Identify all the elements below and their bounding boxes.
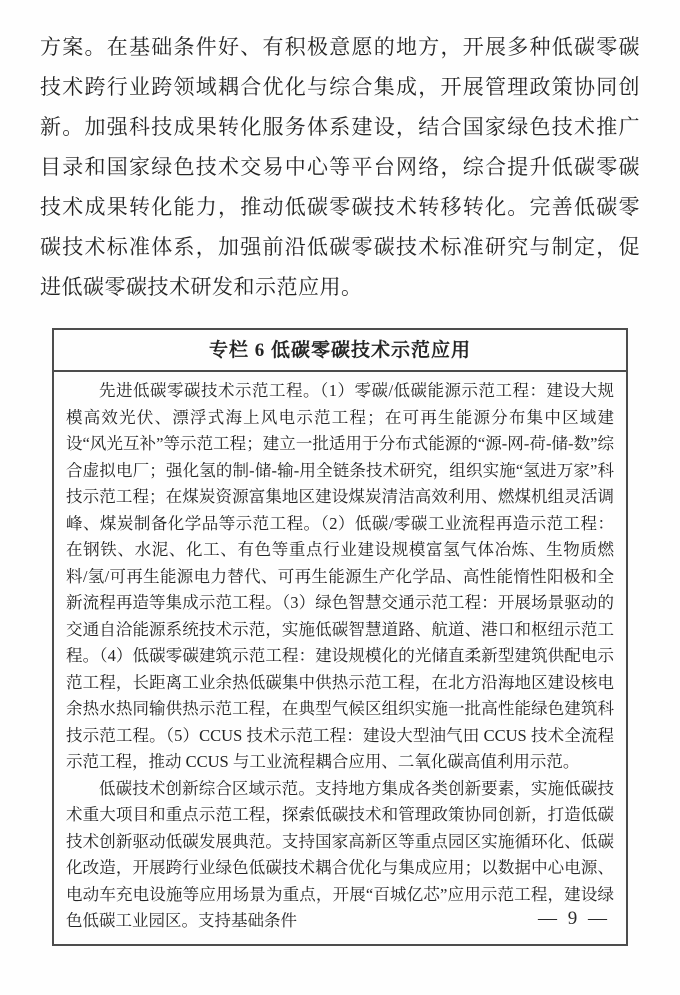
body-paragraph: 方案。在基础条件好、有积极意愿的地方，开展多种低碳零碳技术跨行业跨领域耦合优化与综合集成，开展管理政策协同创新。加强科技成果转化服务体系建设，结合国家绿色技术推广目录和国家绿色技术交易中心等平台网络，综合提升低碳零碳技术成果转化能力，推动低碳零碳技术转移转化。完善低碳零碳技术标准体系，加强前沿低碳零碳技术标准研究与制定，促进低碳零碳技术研发和示范应用。 bbox=[40, 35, 640, 299]
box-paragraph-regional-demonstration: 低碳技术创新综合区域示范。支持地方集成各类创新要素，实施低碳技术重大项目和重点示范工程，探索低碳技术和管理政策协同创新，打造低碳技术创新驱动低碳发展典范。支持国家高新区等重点园区实施循环化、低碳化改造，开展跨行业绿色低碳技术耦合优化与集成应用；以数据中心电源、电动车充电设施等应用场景为重点，开展“百城亿芯”应用示范工程，建设绿色低碳工业园区。支持基础条件 bbox=[66, 778, 614, 930]
box-paragraph-demonstration-projects: 先进低碳零碳技术示范工程。（1）零碳/低碳能源示范工程：建设大规模高效光伏、漂浮式海上风电示范工程；在可再生能源分布集中区域建设“风光互补”等示范工程；建立一批适用于分布式能源的“源-网-荷-储-数”综合虚拟电厂；强化氢的制-储-输-用全链条技术研究，组织实施“氢进万家”科技示范工程；在煤炭资源富集地区建设煤炭清洁高效利用、燃煤机组灵活调峰、煤炭制备化学品等示范工程。（2）低碳/零碳工业流程再造示范工程：在钢铁、水泥、化工、有色等重点行业建设规模富氢气体冶炼、生物质燃料/氢/可再生能源电力替代、可再生能源生产化学品、高性能惰性阳极和全新流程再造等集成示范工程。（3）绿色智慧交通示范工程：开展场景驱动的交通自洽能源系统技术示范，实施低碳智慧道路、航道、港口和枢纽示范工程。（4）低碳零碳建筑示范工程：建设规模化的光储直柔新型建筑供配电示范工程，长距离工业余热低碳集中供热示范工程，在北方沿海地区建设核电余热水热同输供热示范工程，在典型气候区组织实施一批高性能绿色建筑科技示范工程。（5）CCUS 技术示范工程：建设大型油气田 CCUS 技术全流程示范工程，推动 CCUS 与工业流程耦合应用、二氧化碳高值利用示范。 bbox=[66, 381, 614, 771]
callout-box-content bbox=[54, 372, 626, 944]
callout-box-title: 专栏 6 低碳零碳技术示范应用 bbox=[54, 330, 626, 372]
page-number: — 9 — bbox=[538, 908, 610, 929]
callout-box bbox=[52, 328, 628, 946]
